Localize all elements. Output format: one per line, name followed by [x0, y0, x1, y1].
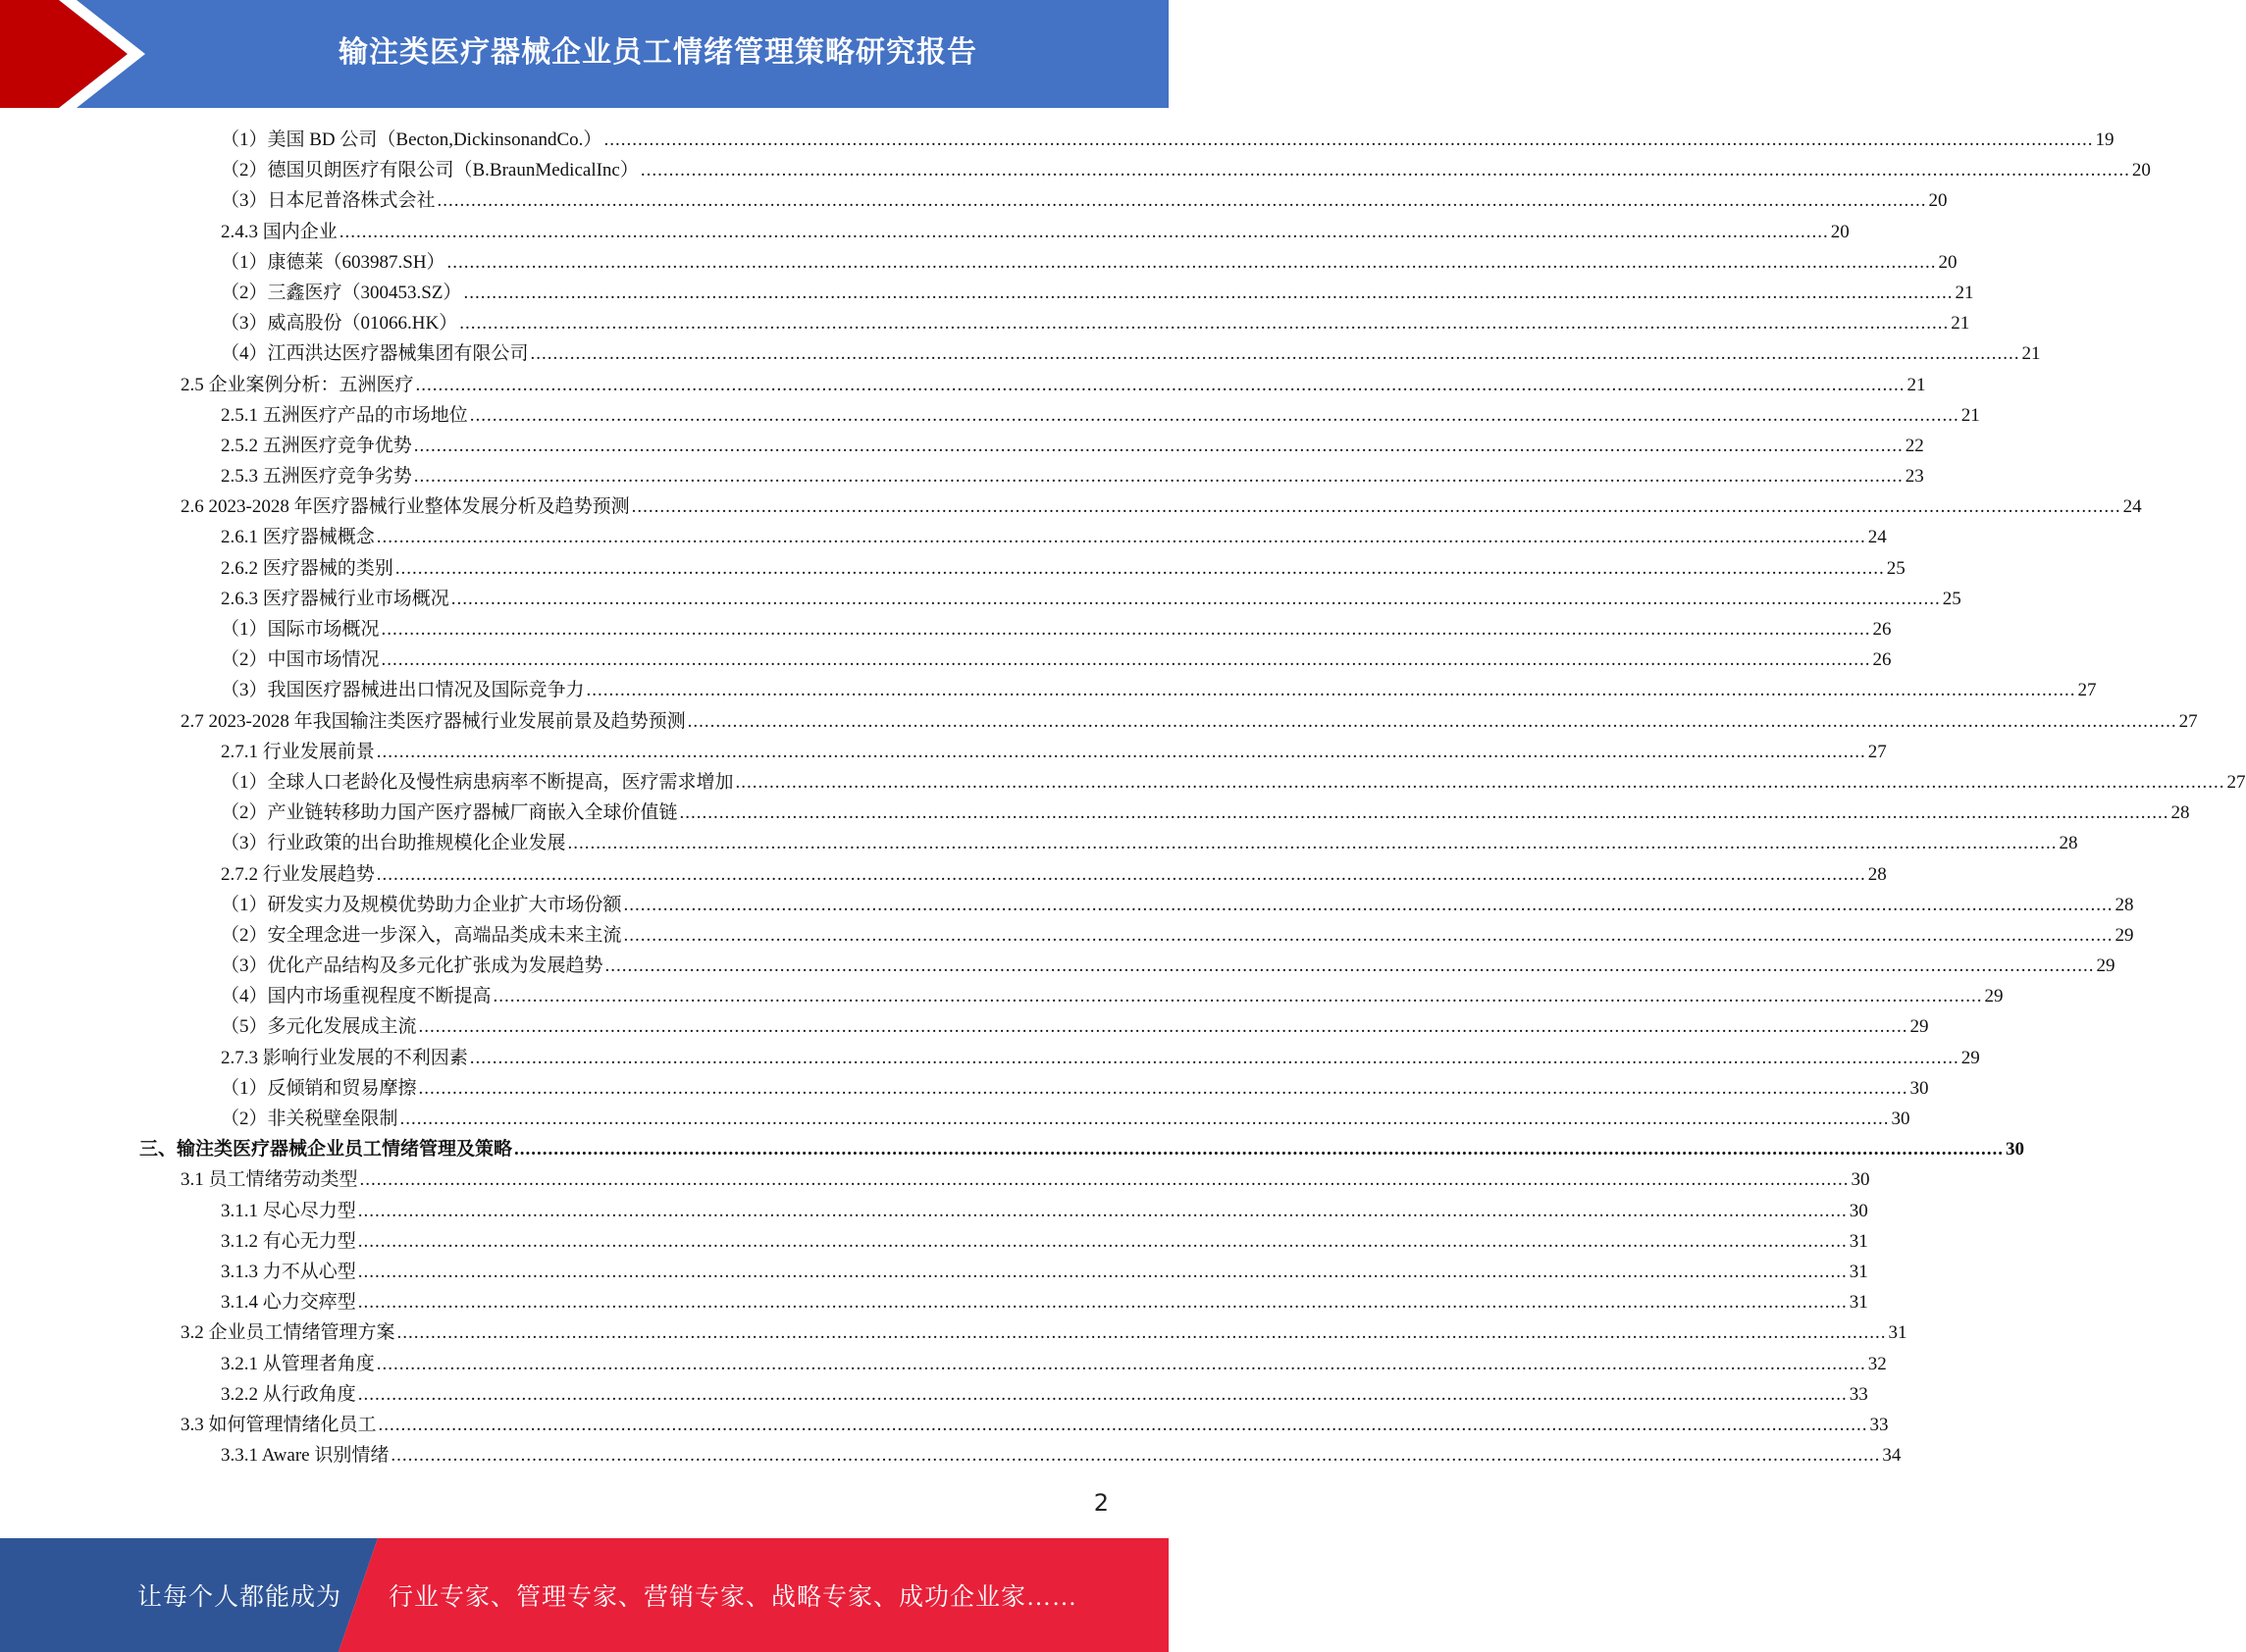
toc-entry-title: （3）日本尼普洛株式会社: [221, 190, 436, 212]
toc-entry[interactable]: [0, 278, 1974, 308]
toc-dot-leader: [438, 185, 1927, 216]
toc-dot-leader: [736, 767, 2225, 798]
toc-dot-leader: [358, 1287, 1848, 1317]
toc-entry-page: 31: [1849, 1261, 1868, 1282]
toc-entry-title: （2）产业链转移助力国产医疗器械厂商嵌入全球价值链: [221, 802, 678, 824]
toc-entry-title: （3）优化产品结构及多元化扩张成为发展趋势: [221, 955, 603, 977]
footer-slogan-right: 行业专家、管理专家、营销专家、战略专家、成功企业家……: [389, 1584, 1078, 1611]
toc-entry-title: 2.7.2 行业发展趋势: [221, 863, 375, 885]
toc-entry[interactable]: [0, 1287, 1868, 1317]
toc-entry-page: 27: [1867, 741, 1887, 762]
toc-entry-page: 20: [1938, 251, 1958, 273]
toc-dot-leader: [632, 491, 2121, 522]
toc-entry[interactable]: [0, 155, 2151, 185]
toc-entry-page: 30: [2006, 1139, 2025, 1161]
toc-entry-page: 32: [1867, 1353, 1887, 1374]
toc-entry-title: 2.5.1 五洲医疗产品的市场地位: [221, 404, 468, 426]
toc-entry[interactable]: [0, 370, 1926, 400]
toc-entry-title: （4）江西洪达医疗器械集团有限公司: [221, 343, 529, 365]
toc-entry-page: 30: [1909, 1077, 1929, 1099]
toc-entry[interactable]: [0, 584, 1961, 614]
toc-entry-page: 29: [2115, 924, 2134, 946]
toc-entry-page: 27: [2077, 680, 2097, 701]
toc-entry-page: 19: [2095, 129, 2115, 150]
toc-entry-page: 31: [1849, 1292, 1868, 1314]
toc-entry-page: 20: [1928, 190, 1948, 212]
toc-entry-title: （1）康德莱（603987.SH）: [221, 251, 445, 273]
toc-dot-leader: [377, 859, 1866, 890]
toc-dot-leader: [414, 431, 1904, 461]
toc-entry-title: （2）三鑫医疗（300453.SZ）: [221, 282, 462, 303]
table-of-contents: [0, 125, 2246, 1471]
toc-entry[interactable]: [0, 828, 2078, 858]
toc-entry[interactable]: [0, 338, 2041, 369]
toc-entry[interactable]: [0, 1073, 1929, 1104]
toc-dot-leader: [382, 614, 1871, 645]
page-number: 2: [1093, 1489, 1109, 1517]
toc-entry-title: 3.1.4 心力交瘁型: [221, 1292, 356, 1314]
toc-entry-page: 34: [1882, 1445, 1902, 1467]
toc-dot-leader: [397, 1317, 1887, 1348]
toc-dot-leader: [624, 920, 2114, 951]
toc-dot-leader: [414, 461, 1904, 491]
toc-entry-title: 2.7.3 影响行业发展的不利因素: [221, 1047, 468, 1068]
toc-dot-leader: [377, 737, 1866, 767]
toc-entry-page: 33: [1869, 1414, 1889, 1435]
toc-dot-leader: [358, 1196, 1848, 1226]
toc-entry-page: 27: [2226, 771, 2246, 793]
toc-dot-leader: [358, 1379, 1848, 1410]
toc-entry[interactable]: [0, 1379, 1868, 1410]
footer-slogan-left: 让每个人都能成为: [137, 1584, 342, 1611]
toc-entry-title: 三、输注类医疗器械企业员工情绪管理及策略: [139, 1139, 513, 1161]
toc-entry[interactable]: [0, 308, 1970, 338]
toc-dot-leader: [377, 1349, 1866, 1379]
toc-entry[interactable]: [0, 1196, 1868, 1226]
toc-entry-title: （2）非关税壁垒限制: [221, 1109, 398, 1129]
toc-entry[interactable]: [0, 1257, 1868, 1287]
toc-entry-page: 31: [1888, 1322, 1907, 1344]
toc-dot-leader: [391, 1440, 1880, 1471]
toc-dot-leader: [419, 1073, 1908, 1104]
toc-entry-page: 33: [1849, 1383, 1868, 1405]
toc-entry[interactable]: [0, 247, 1958, 278]
toc-entry-title: 2.5 企业案例分析：五洲医疗: [181, 374, 414, 395]
toc-entry[interactable]: [0, 553, 1906, 584]
toc-entry-title: 3.2 企业员工情绪管理方案: [181, 1322, 395, 1344]
toc-entry[interactable]: [0, 614, 1892, 645]
toc-entry-title: （1）国际市场概况: [221, 619, 380, 640]
toc-entry-page: 23: [1905, 466, 1924, 488]
toc-entry[interactable]: [0, 1164, 1870, 1195]
toc-entry[interactable]: [0, 798, 2190, 828]
toc-dot-leader: [641, 155, 2130, 185]
toc-entry-title: 2.5.3 五洲医疗竞争劣势: [221, 466, 412, 488]
toc-dot-leader: [382, 645, 1871, 675]
toc-entry-title: （2）德国贝朗医疗有限公司（B.BraunMedicalInc）: [221, 160, 639, 181]
toc-dot-leader: [680, 798, 2169, 828]
toc-entry[interactable]: [0, 431, 1924, 461]
toc-entry[interactable]: [0, 920, 2134, 951]
toc-entry-title: 2.7.1 行业发展前景: [221, 741, 375, 762]
toc-dot-leader: [688, 706, 2177, 737]
toc-entry-title: （3）威高股份（01066.HK）: [221, 313, 458, 335]
toc-entry-title: 2.4.3 国内企业: [221, 221, 338, 242]
toc-dot-leader: [451, 584, 1941, 614]
toc-dot-leader: [459, 308, 1949, 338]
toc-entry-page: 20: [2131, 160, 2151, 181]
toc-entry-title: （2）安全理念进一步深入，高端品类成未来主流: [221, 924, 622, 946]
toc-entry[interactable]: [0, 522, 1887, 552]
toc-dot-leader: [377, 522, 1866, 552]
toc-entry-title: 3.1 员工情绪劳动类型: [181, 1169, 358, 1191]
toc-entry-page: 22: [1905, 435, 1924, 456]
toc-entry-page: 28: [2059, 833, 2078, 854]
toc-entry-title: 2.6.1 医疗器械概念: [221, 527, 375, 548]
toc-entry-title: 2.6 2023-2028 年医疗器械行业整体发展分析及趋势预测: [181, 496, 630, 518]
toc-dot-leader: [531, 338, 2020, 369]
toc-entry-title: 3.1.3 力不从心型: [221, 1261, 356, 1282]
toc-dot-leader: [340, 217, 1829, 247]
toc-entry-title: 3.3.1 Aware 识别情绪: [221, 1445, 390, 1467]
toc-entry-page: 21: [1951, 313, 1970, 335]
toc-dot-leader: [395, 553, 1885, 584]
toc-entry-page: 24: [2122, 496, 2142, 518]
toc-entry-page: 27: [2178, 710, 2198, 732]
toc-entry-page: 30: [1849, 1200, 1868, 1221]
toc-entry-page: 21: [1906, 374, 1926, 395]
toc-entry-title: （1）全球人口老龄化及慢性病患病率不断提高，医疗需求增加: [221, 771, 734, 793]
toc-entry-page: 25: [1886, 557, 1906, 579]
chevron-arrow-icon: [0, 0, 157, 108]
toc-dot-leader: [514, 1134, 2004, 1164]
toc-entry[interactable]: [0, 1104, 1910, 1134]
toc-entry-page: 20: [1830, 221, 1850, 242]
toc-dot-leader: [379, 1410, 1868, 1440]
toc-entry[interactable]: [0, 859, 1887, 890]
toc-entry[interactable]: [0, 981, 2004, 1011]
toc-dot-leader: [447, 247, 1937, 278]
toc-entry-title: （3）行业政策的出台助推规模化企业发展: [221, 833, 566, 854]
toc-entry-page: 24: [1867, 527, 1887, 548]
toc-entry[interactable]: [0, 1043, 1980, 1073]
toc-dot-leader: [358, 1226, 1848, 1257]
toc-dot-leader: [416, 370, 1906, 400]
toc-dot-leader: [358, 1257, 1848, 1287]
toc-entry-title: 2.5.2 五洲医疗竞争优势: [221, 435, 412, 456]
toc-entry-page: 29: [1960, 1047, 1980, 1068]
toc-entry[interactable]: [0, 1011, 1929, 1042]
toc-entry[interactable]: [0, 675, 2097, 705]
toc-entry[interactable]: [0, 400, 1980, 431]
toc-entry-page: 29: [1909, 1016, 1929, 1038]
toc-entry-title: （5）多元化发展成主流: [221, 1016, 417, 1038]
toc-dot-leader: [624, 890, 2114, 920]
toc-entry-page: 25: [1942, 588, 1961, 609]
toc-entry[interactable]: [0, 1440, 1902, 1471]
toc-entry-page: 21: [1955, 282, 1974, 303]
toc-dot-leader: [463, 278, 1953, 308]
toc-dot-leader: [494, 981, 1983, 1011]
toc-entry[interactable]: [0, 185, 1948, 216]
toc-entry-title: 3.3 如何管理情绪化员工: [181, 1414, 377, 1435]
toc-entry-title: （3）我国医疗器械进出口情况及国际竞争力: [221, 680, 585, 701]
toc-entry[interactable]: [0, 890, 2134, 920]
footer-banner: [0, 1538, 1169, 1652]
toc-entry-page: 28: [2115, 894, 2134, 915]
toc-entry-page: 31: [1849, 1230, 1868, 1252]
toc-dot-leader: [360, 1164, 1850, 1195]
toc-dot-leader: [605, 951, 2095, 981]
toc-entry[interactable]: [0, 767, 2246, 798]
header-banner: [0, 0, 1169, 108]
toc-entry[interactable]: [0, 1410, 1889, 1440]
toc-dot-leader: [568, 828, 2058, 858]
document-title: 输注类医疗器械企业员工情绪管理策略研究报告: [339, 35, 977, 70]
toc-dot-leader: [419, 1011, 1908, 1042]
toc-entry-title: 2.6.3 医疗器械行业市场概况: [221, 588, 449, 609]
toc-entry[interactable]: [0, 461, 1924, 491]
toc-dot-leader: [400, 1104, 1890, 1134]
toc-entry-page: 28: [2170, 802, 2190, 824]
toc-entry-title: （1）研发实力及规模优势助力企业扩大市场份额: [221, 894, 622, 915]
toc-entry-title: 3.2.2 从行政角度: [221, 1383, 356, 1405]
toc-entry-title: 2.7 2023-2028 年我国输注类医疗器械行业发展前景及趋势预测: [181, 710, 686, 732]
toc-entry-title: 3.1.1 尽心尽力型: [221, 1200, 356, 1221]
toc-entry-title: （1）美国 BD 公司（Becton,DickinsonandCo.）: [221, 129, 602, 150]
toc-entry[interactable]: [0, 491, 2142, 522]
toc-entry[interactable]: [0, 1134, 2025, 1164]
toc-entry[interactable]: [0, 1349, 1887, 1379]
toc-entry[interactable]: [0, 1226, 1868, 1257]
toc-entry-page: 26: [1872, 619, 1892, 640]
toc-dot-leader: [603, 125, 2093, 155]
toc-entry[interactable]: [0, 951, 2115, 981]
toc-dot-leader: [470, 400, 1959, 431]
toc-entry[interactable]: [0, 1317, 1907, 1348]
toc-entry[interactable]: [0, 737, 1887, 767]
toc-entry-page: 26: [1872, 649, 1892, 671]
toc-entry-page: 30: [1851, 1169, 1870, 1191]
toc-entry[interactable]: [0, 125, 2115, 155]
toc-entry[interactable]: [0, 645, 1892, 675]
toc-entry-page: 30: [1891, 1109, 1910, 1129]
toc-entry[interactable]: [0, 706, 2198, 737]
toc-entry-title: 3.2.1 从管理者角度: [221, 1353, 375, 1374]
toc-entry-page: 29: [2096, 955, 2115, 977]
toc-dot-leader: [587, 675, 2076, 705]
toc-dot-leader: [470, 1043, 1959, 1073]
toc-entry-title: 3.1.2 有心无力型: [221, 1230, 356, 1252]
toc-entry-page: 21: [1960, 404, 1980, 426]
toc-entry[interactable]: [0, 217, 1850, 247]
toc-entry-page: 28: [1867, 863, 1887, 885]
toc-entry-title: （1）反倾销和贸易摩擦: [221, 1077, 417, 1099]
toc-entry-title: （4）国内市场重视程度不断提高: [221, 986, 492, 1007]
toc-entry-page: 29: [1984, 986, 2004, 1007]
toc-entry-page: 21: [2021, 343, 2041, 365]
toc-entry-title: （2）中国市场情况: [221, 649, 380, 671]
toc-entry-title: 2.6.2 医疗器械的类别: [221, 557, 393, 579]
